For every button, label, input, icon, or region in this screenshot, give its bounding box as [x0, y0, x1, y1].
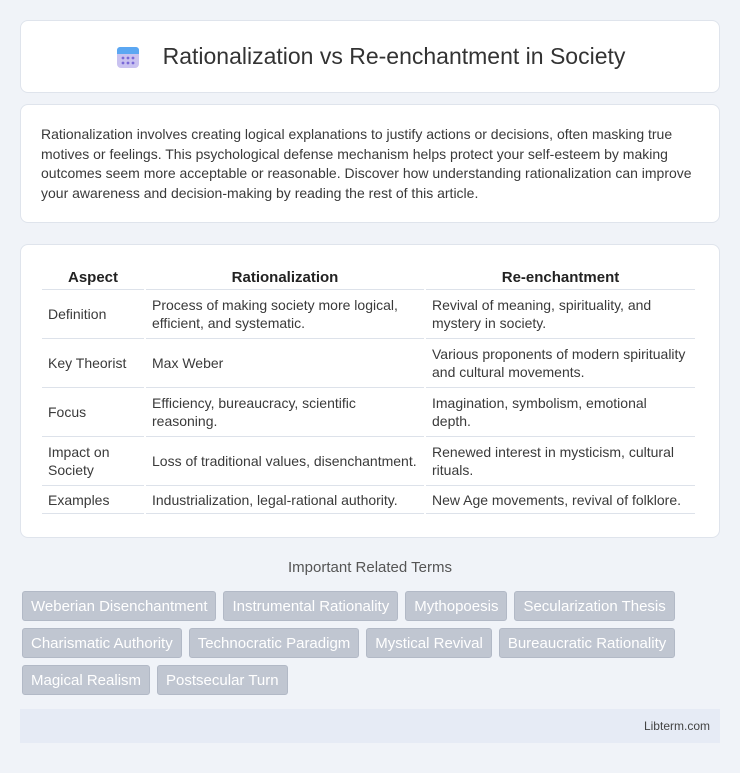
- term-tag[interactable]: Secularization Thesis: [514, 591, 674, 621]
- row-re-enchantment: Imagination, symbolism, emotional depth.: [426, 388, 695, 437]
- header-re-enchantment: Re-enchantment: [426, 265, 695, 290]
- related-terms-list: [22, 591, 722, 695]
- footer: [20, 709, 720, 743]
- term-tag[interactable]: Postsecular Turn: [157, 665, 288, 695]
- related-terms-title: Important Related Terms: [288, 559, 452, 576]
- row-aspect: Focus: [42, 388, 144, 437]
- term-tag[interactable]: Magical Realism: [22, 665, 150, 695]
- comparison-table: [40, 265, 697, 514]
- row-aspect: Examples: [42, 486, 144, 514]
- page-title: Rationalization vs Re-enchantment in Society: [162, 43, 626, 69]
- row-re-enchantment: Revival of meaning, spirituality, and mystery in society.: [426, 290, 695, 339]
- intro-card: [20, 104, 720, 223]
- row-rationalization: Loss of traditional values, disenchantment.: [146, 437, 424, 486]
- row-rationalization: Efficiency, bureaucracy, scientific reasoning.: [146, 388, 424, 437]
- term-tag[interactable]: Mystical Revival: [366, 628, 492, 658]
- term-tag[interactable]: Technocratic Paradigm: [189, 628, 360, 658]
- table-row: [42, 388, 695, 437]
- term-tag[interactable]: Bureaucratic Rationality: [499, 628, 675, 658]
- table-row: [42, 290, 695, 339]
- calendar-icon: [115, 44, 141, 70]
- row-re-enchantment: Renewed interest in mysticism, cultural rituals.: [426, 437, 695, 486]
- table-row: [42, 486, 695, 514]
- header-aspect: Aspect: [42, 265, 144, 290]
- intro-text: Rationalization involves creating logical explanations to justify actions or decisions, often masking true motives or feelings. This psychological defense mechanism helps protect your self-esteem by making outcomes seem more acceptable or reasonable. Discover how understanding rationalization can improve your awareness and decision-making by reading the rest of this article.: [41, 126, 692, 201]
- header-rationalization: Rationalization: [146, 265, 424, 290]
- term-tag[interactable]: Charismatic Authority: [22, 628, 182, 658]
- row-re-enchantment: New Age movements, revival of folklore.: [426, 486, 695, 514]
- header-card: [20, 20, 720, 93]
- footer-site-link[interactable]: Libterm.com: [643, 719, 710, 733]
- row-aspect: Definition: [42, 290, 144, 339]
- term-tag[interactable]: Instrumental Rationality: [223, 591, 398, 621]
- row-rationalization: Max Weber: [146, 339, 424, 388]
- row-aspect: Impact on Society: [42, 437, 144, 486]
- row-aspect: Key Theorist: [42, 339, 144, 388]
- row-rationalization: Process of making society more logical, efficient, and systematic.: [146, 290, 424, 339]
- table-header-row: [42, 265, 695, 290]
- table-row: [42, 339, 695, 388]
- comparison-card: [20, 244, 720, 538]
- row-re-enchantment: Various proponents of modern spirituality and cultural movements.: [426, 339, 695, 388]
- row-rationalization: Industrialization, legal-rational authority.: [146, 486, 424, 514]
- term-tag[interactable]: Weberian Disenchantment: [22, 591, 216, 621]
- table-row: [42, 437, 695, 486]
- term-tag[interactable]: Mythopoesis: [405, 591, 507, 621]
